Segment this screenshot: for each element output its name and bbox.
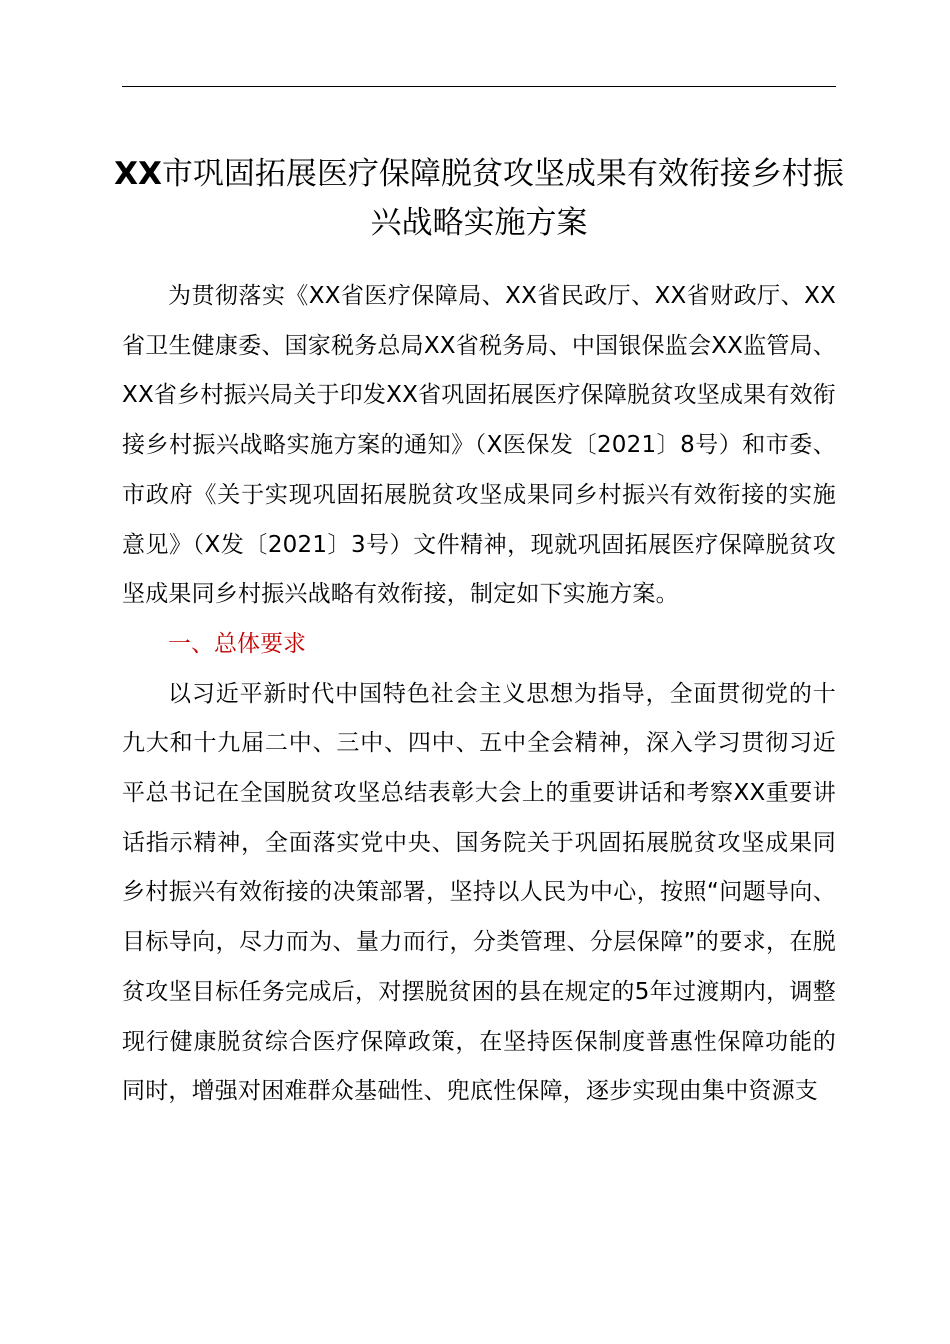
section-heading-general-requirements: 一、总体要求 xyxy=(168,630,306,657)
document-title xyxy=(110,150,848,248)
title-prefix: XX xyxy=(114,156,162,192)
section-1-paragraph: 以习近平新时代中国特色社会主义思想为指导，全面贯彻党的十九大和十九届二中、三中、四中、五中全会精神，深入学习贯彻习近平总书记在全国脱贫攻坚总结表彰大会上的重要讲话和考察XX重要讲话指示精神，全面落实党中央、国务院关于巩固拓展脱贫攻坚成果同乡村振兴有效衔接的决策部署，坚持以人民为中心，按照“问题导向、目标导向，尽力而为、量力而行，分类管理、分层保障”的要求，在脱贫攻坚目标任务完成后，对摆脱贫困的县在规定的5年过渡期内，调整现行健康脱贫综合医疗保障政策，在坚持医保制度普惠性保障功能的同时，增强对困难群众基础性、兜底性保障，逐步实现由集中资源支 xyxy=(122,680,836,1105)
title-text: 市巩固拓展医疗保障脱贫攻坚成果有效衔接乡村振兴战略实施方案 xyxy=(161,156,844,241)
intro-paragraph: 为贯彻落实《XX省医疗保障局、XX省民政厅、XX省财政厅、XX省卫生健康委、国家税务总局XX省税务局、中国银保监会XX监管局、XX省乡村振兴局关于印发XX省巩固拓展医疗保障脱贫攻坚成果有效衔接乡村振兴战略实施方案的通知》（X医保发〔2021〕8号）和市委、市政府《关于实现巩固拓展脱贫攻坚成果同乡村振兴有效衔接的实施意见》（X发〔2021〕3号）文件精神，现就巩固拓展医疗保障脱贫攻坚成果同乡村振兴战略有效衔接，制定如下实施方案。 xyxy=(122,283,836,608)
header-rule xyxy=(122,86,836,87)
document-body xyxy=(122,272,836,1117)
